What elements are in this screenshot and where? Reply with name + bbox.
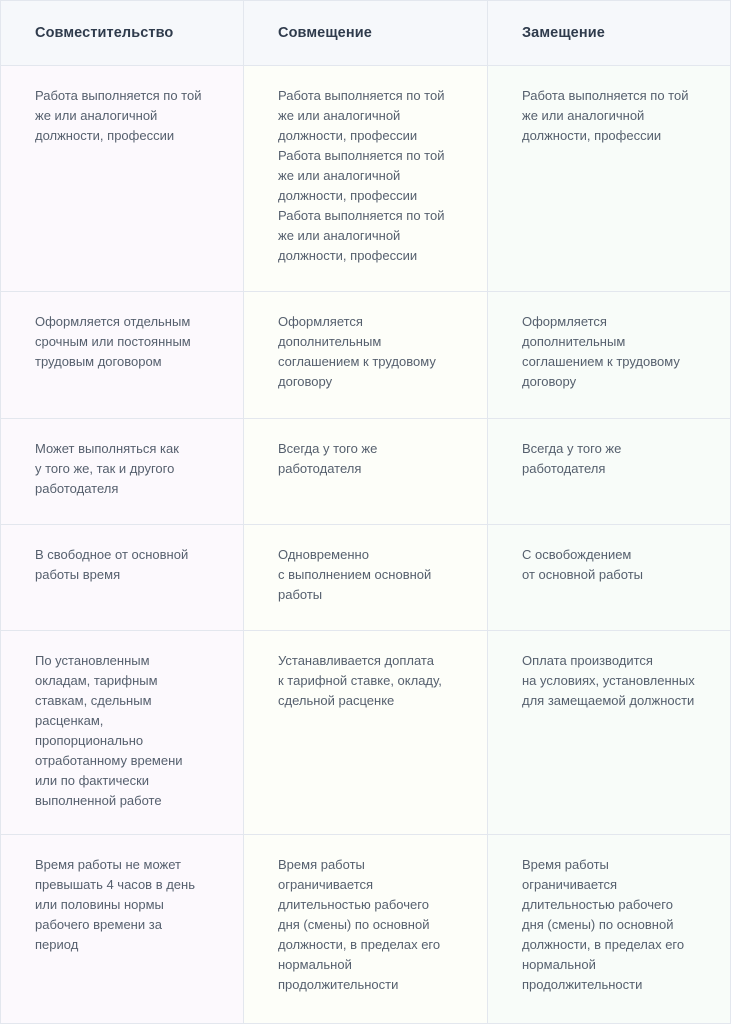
cell-text-line: продолжительности [278,977,399,992]
cell-text-line: рабочего времени за [35,917,162,932]
cell-text-line: или по фактически [35,773,150,788]
cell-text-line: период [35,937,79,952]
cell-row1-col3 [488,66,730,291]
table-row [1,66,730,292]
table-header-row [1,1,730,66]
cell-row3-col3 [488,419,730,524]
cell-text-line: или половины нормы [35,897,164,912]
cell-text-line: Время работы [522,857,609,872]
cell-text-line: для замещаемой должности [522,693,695,708]
cell-text-line: Работа выполняется по той [278,208,445,223]
cell-text-line: договору [278,374,333,389]
header-cell-sovmeshchenie: Совмещение [244,1,488,65]
cell-text-line: должности, профессии [35,128,175,143]
cell-text-line: Оплата производится [522,653,653,668]
cell-text-line: к тарифной ставке, окладу, [278,673,442,688]
cell-row1-col1 [1,66,244,291]
cell-text-line: должности, профессии [278,248,418,263]
cell-text-line: Работа выполняется по той [35,88,202,103]
cell-row6-col1 [1,835,244,1023]
cell-text-line: же или аналогичной [278,168,401,183]
cell-text-line: сдельной расценке [278,693,395,708]
table-row [1,835,730,1023]
cell-text-line: расценкам, [35,713,104,728]
cell-text-line: Работа выполняется по той [522,88,689,103]
cell-text-line: соглашением к трудовому [522,354,680,369]
cell-text-line: соглашением к трудовому [278,354,436,369]
cell-row5-col3 [488,631,730,834]
cell-row4-col1 [1,525,244,630]
cell-text-line: нормальной [278,957,352,972]
cell-text-line: должности, профессии [522,128,662,143]
cell-row3-col2 [244,419,488,524]
cell-row5-col2 [244,631,488,834]
cell-text-line: Всегда у того же [522,441,622,456]
cell-text-line: ограничивается [522,877,618,892]
table-row [1,419,730,525]
cell-text-line: должности, профессии [278,188,418,203]
cell-text-line: от основной работы [522,567,643,582]
cell-text-line: Работа выполняется по той [278,88,445,103]
cell-text-line: работы время [35,567,121,582]
cell-text-line: С освобождением [522,547,632,562]
cell-text-line: окладам, тарифным [35,673,158,688]
cell-text-line: же или аналогичной [278,108,401,123]
cell-text-line: должности, профессии [278,128,418,143]
cell-text-line: длительностью рабочего [522,897,673,912]
cell-text-line: дополнительным [522,334,626,349]
cell-text-line: срочным или постоянным [35,334,191,349]
cell-text-line: Одновременно [278,547,369,562]
cell-row4-col3 [488,525,730,630]
cell-text-line: Устанавливается доплата [278,653,434,668]
cell-text-line: на условиях, установленных [522,673,695,688]
cell-text-line: дополнительным [278,334,382,349]
cell-text-line: же или аналогичной [35,108,158,123]
cell-text-line: работодателя [278,461,362,476]
cell-text-line: длительностью рабочего [278,897,429,912]
cell-text-line: Время работы [278,857,365,872]
cell-text-line: должности, в пределах его [522,937,685,952]
cell-row6-col3 [488,835,730,1023]
cell-text-line: Оформляется [522,314,607,329]
cell-row4-col2 [244,525,488,630]
cell-text-line: должности, в пределах его [278,937,441,952]
table-row [1,292,730,419]
cell-row1-col2 [244,66,488,291]
header-cell-zameshchenie: Замещение [488,1,730,65]
table-row [1,631,730,835]
cell-text-line: Может выполняться как [35,441,179,456]
header-cell-sovmestitelstvo: Совместительство [1,1,244,65]
cell-text-line: с выполнением основной [278,567,432,582]
cell-text-line: пропорционально [35,733,144,748]
cell-text-line: работодателя [35,481,119,496]
table-row [1,525,730,631]
cell-text-line: дня (смены) по основной [522,917,674,932]
cell-text-line: договору [522,374,577,389]
cell-text-line: трудовым договором [35,354,162,369]
cell-text-line: же или аналогичной [522,108,645,123]
cell-text-line: превышать 4 часов в день [35,877,195,892]
cell-row2-col3 [488,292,730,418]
cell-text-line: работодателя [522,461,606,476]
cell-text-line: выполненной работе [35,793,162,808]
cell-text-line: нормальной [522,957,596,972]
cell-row6-col2 [244,835,488,1023]
cell-text-line: Оформляется отдельным [35,314,191,329]
cell-text-line: же или аналогичной [278,228,401,243]
cell-text-line: ограничивается [278,877,374,892]
cell-text-line: отработанному времени [35,753,183,768]
cell-text-line: продолжительности [522,977,643,992]
cell-text-line: ставкам, сдельным [35,693,152,708]
cell-text-line: Время работы не может [35,857,181,872]
cell-text-line: В свободное от основной [35,547,189,562]
cell-text-line: работы [278,587,323,602]
cell-text-line: Работа выполняется по той [278,148,445,163]
cell-row2-col1 [1,292,244,418]
cell-text-line: у того же, так и другого [35,461,175,476]
cell-row5-col1 [1,631,244,834]
cell-text-line: Оформляется [278,314,363,329]
cell-row3-col1 [1,419,244,524]
cell-row2-col2 [244,292,488,418]
cell-text-line: Всегда у того же [278,441,378,456]
cell-text-line: По установленным [35,653,150,668]
cell-text-line: дня (смены) по основной [278,917,430,932]
